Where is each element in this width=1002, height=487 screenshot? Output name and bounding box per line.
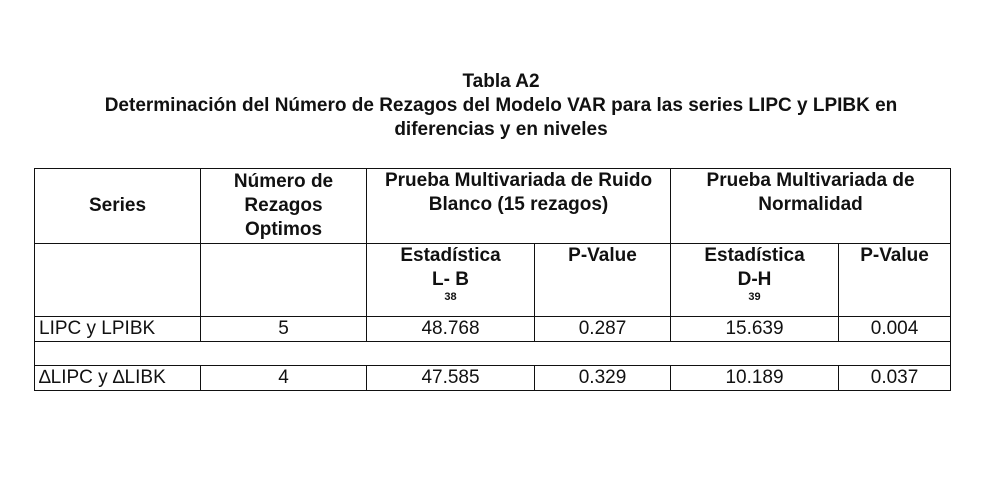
row-dh-pvalue: 0.037: [839, 366, 951, 391]
table-title: Tabla A2: [462, 71, 540, 92]
subheader-pvalue-2: P-Value: [839, 244, 951, 317]
header-ruido-blanco: Prueba Multivariada de Ruido Blanco (15 rezagos): [367, 169, 671, 244]
row-series: ∆LIPC y ∆LIBK: [35, 366, 201, 391]
table-caption: [0, 70, 1002, 142]
results-table: [34, 168, 951, 391]
header-normalidad: Prueba Multivariada de Normalidad: [671, 169, 951, 244]
lb-footnote: 38: [444, 290, 457, 303]
row-rezagos: 4: [201, 366, 367, 391]
row-lb: 48.768: [367, 317, 535, 342]
row-dh-pvalue: 0.004: [839, 317, 951, 342]
row-rezagos: 5: [201, 317, 367, 342]
table-row: [35, 366, 951, 391]
dh-label: D-H: [737, 269, 772, 290]
subheader-estadistica-dh: Estadística D-H $^{39}$: [671, 244, 839, 317]
lb-label: L- B: [432, 269, 469, 290]
row-lb-pvalue: 0.329: [535, 366, 671, 391]
row-dh: 15.639: [671, 317, 839, 342]
subheader-row: [35, 244, 951, 317]
header-row: [35, 169, 951, 244]
row-series: LIPC y LPIBK: [35, 317, 201, 342]
header-series: Series: [35, 169, 201, 244]
row-dh: 10.189: [671, 366, 839, 391]
subheader-estadistica-lb: Estadística L- B $^{38}$: [367, 244, 535, 317]
subheader-empty-1: [35, 244, 201, 317]
row-lb: 47.585: [367, 366, 535, 391]
row-lb-pvalue: 0.287: [535, 317, 671, 342]
dh-footnote: 39: [748, 290, 761, 303]
spacer-cell: [35, 342, 951, 366]
table-subtitle-line-1: Determinación del Número de Rezagos del Modelo VAR para las series LIPC y LPIBK en: [104, 95, 898, 116]
header-rezagos: Número de Rezagos Optimos: [201, 169, 367, 244]
table-row: [35, 317, 951, 342]
subheader-empty-2: [201, 244, 367, 317]
table-subtitle-line-2: diferencias y en niveles: [394, 119, 608, 140]
subheader-pvalue-1: P-Value: [535, 244, 671, 317]
spacer-row: [35, 342, 951, 366]
